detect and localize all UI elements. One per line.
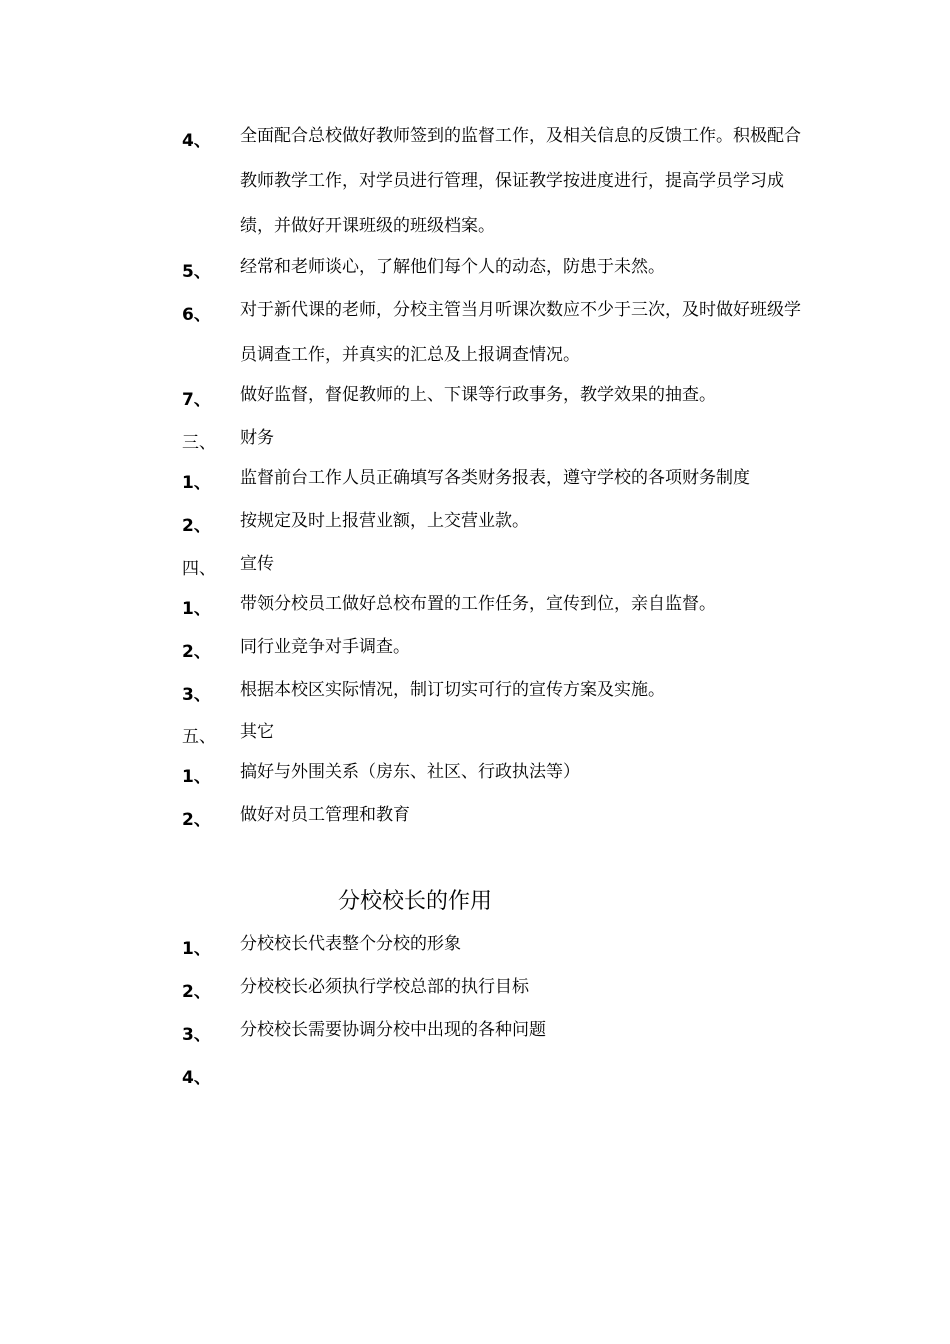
- item-text: 带领分校员工做好总校布置的工作任务，宣传到位，亲自监督。: [240, 594, 716, 614]
- item-number: 6、: [182, 305, 211, 325]
- item-number: 2、: [182, 982, 211, 1002]
- page-title: 分校校长的作用: [338, 889, 493, 914]
- item-text: 分校校长需要协调分校中出现的各种问题: [240, 1020, 546, 1040]
- section-title: 其它: [240, 722, 274, 742]
- item-text: 根据本校区实际情况，制订切实可行的宣传方案及实施。: [240, 680, 665, 700]
- item-text: 做好监督，督促教师的上、下课等行政事务，教学效果的抽查。: [240, 385, 716, 405]
- section-number: 三、: [182, 433, 216, 453]
- item-text: 分校校长代表整个分校的形象: [240, 934, 461, 954]
- item-text: 经常和老师谈心，了解他们每个人的动态，防患于未然。: [240, 257, 665, 277]
- item-number: 3、: [182, 685, 211, 705]
- item-number: 1、: [182, 767, 211, 787]
- item-number: 7、: [182, 390, 211, 410]
- item-number: 4、: [182, 131, 211, 151]
- item-text: 同行业竞争对手调查。: [240, 637, 410, 657]
- item-number: 4、: [182, 1068, 211, 1088]
- item-text: 做好对员工管理和教育: [240, 805, 410, 825]
- item-number: 5、: [182, 262, 211, 282]
- item-text: 全面配合总校做好教师签到的监督工作，及相关信息的反馈工作。积极配合教师教学工作，对学员进行管理，保证教学按进度进行，提高学员学习成绩，并做好开课班级的班级档案。: [240, 126, 801, 236]
- item-text: 对于新代课的老师，分校主管当月听课次数应不少于三次，及时做好班级学员调查工作，并真实的汇总及上报调查情况。: [240, 300, 801, 365]
- item-number: 1、: [182, 939, 211, 959]
- item-number: 2、: [182, 642, 211, 662]
- item-text: 分校校长必须执行学校总部的执行目标: [240, 977, 529, 997]
- item-text: 搞好与外围关系（房东、社区、行政执法等）: [240, 762, 580, 782]
- item-text: 按规定及时上报营业额，上交营业款。: [240, 511, 529, 531]
- item-number: 1、: [182, 473, 211, 493]
- item-text: 监督前台工作人员正确填写各类财务报表，遵守学校的各项财务制度: [240, 468, 750, 488]
- section-number: 四、: [182, 559, 216, 579]
- item-number: 2、: [182, 810, 211, 830]
- item-number: 2、: [182, 516, 211, 536]
- section-title: 财务: [240, 428, 274, 448]
- section-number: 五、: [182, 727, 216, 747]
- item-number: 1、: [182, 599, 211, 619]
- item-number: 3、: [182, 1025, 211, 1045]
- section-title: 宣传: [240, 554, 274, 574]
